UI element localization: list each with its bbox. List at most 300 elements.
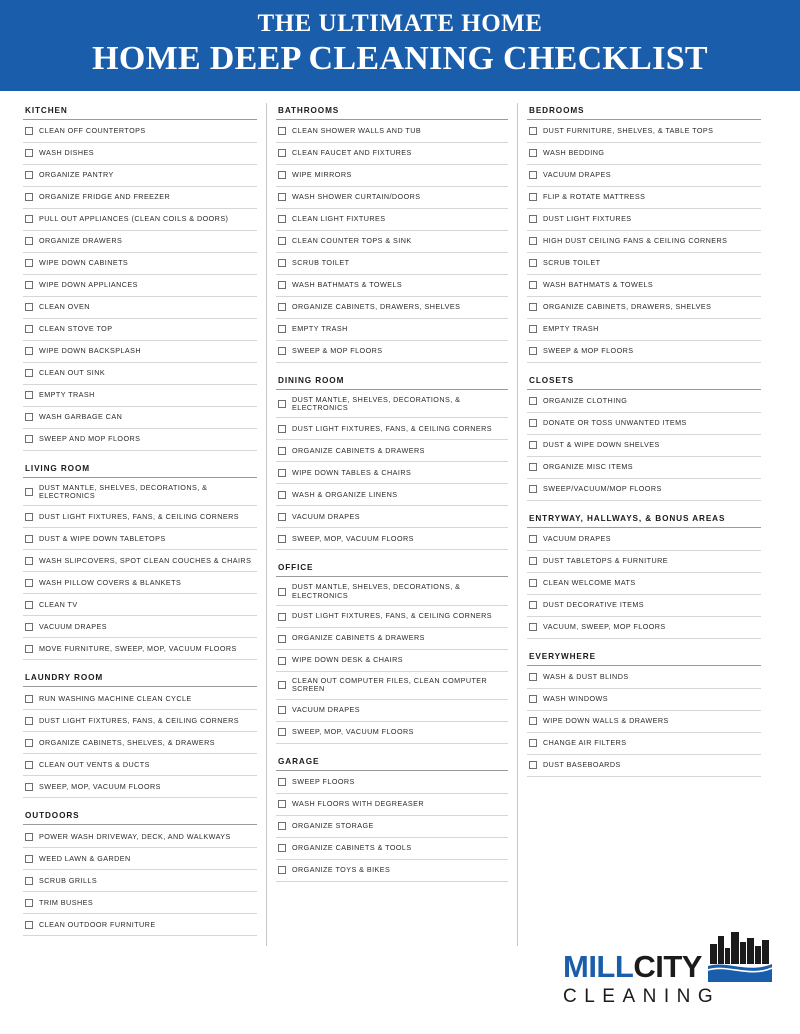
checklist-item[interactable] <box>23 870 257 892</box>
checklist-section <box>527 103 761 363</box>
checkbox-icon[interactable] <box>529 193 537 201</box>
checklist-item-label: WASH & DUST BLINDS <box>543 672 629 682</box>
checkbox-icon[interactable] <box>278 400 286 408</box>
checkbox-icon[interactable] <box>529 397 537 405</box>
checklist-item[interactable] <box>276 143 508 165</box>
checklist-item[interactable] <box>527 667 761 689</box>
checkbox-icon[interactable] <box>278 347 286 355</box>
checklist-item-label: WIPE DOWN WALLS & DRAWERS <box>543 716 669 726</box>
checkbox-icon[interactable] <box>25 855 33 863</box>
checklist-item-label: DUST LIGHT FIXTURES, FANS, & CEILING CORNERS <box>39 511 240 521</box>
checklist-item[interactable] <box>276 722 508 744</box>
checklist-item-label: WIPE MIRRORS <box>292 170 352 180</box>
checkbox-icon[interactable] <box>278 325 286 333</box>
checkbox-icon[interactable] <box>25 171 33 179</box>
checkbox-icon[interactable] <box>25 645 33 653</box>
checklist-item-label: ORGANIZE MISC ITEMS <box>543 462 634 472</box>
checklist-item-label: ORGANIZE CABINETS, SHELVES, & DRAWERS <box>39 737 216 747</box>
checkbox-icon[interactable] <box>25 259 33 267</box>
checklist-item-label: EMPTY TRASH <box>543 324 599 334</box>
section-title: KITCHEN <box>23 103 257 120</box>
checkbox-icon[interactable] <box>25 833 33 841</box>
checklist-item[interactable] <box>23 528 257 550</box>
checklist-item-label: ORGANIZE CABINETS & TOOLS <box>292 842 412 852</box>
checklist-item[interactable] <box>276 319 508 341</box>
company-logo <box>563 930 778 1008</box>
checklist-item[interactable] <box>23 253 257 275</box>
checklist-item[interactable] <box>527 711 761 733</box>
checklist-item-label: VACUUM DRAPES <box>543 534 612 544</box>
checklist-item[interactable] <box>276 794 508 816</box>
checklist-item[interactable] <box>276 341 508 363</box>
checklist-item-label: ORGANIZE CABINETS & DRAWERS <box>292 633 425 643</box>
checklist-item-label: SWEEP, MOP, VACUUM FLOORS <box>292 726 414 736</box>
checkbox-icon[interactable] <box>25 237 33 245</box>
checkbox-icon[interactable] <box>278 491 286 499</box>
checklist-item[interactable] <box>23 710 257 732</box>
checklist-item[interactable] <box>23 616 257 638</box>
section-title: ENTRYWAY, HALLWAYS, & BONUS AREAS <box>527 511 761 528</box>
logo-word-city: CITY <box>633 949 702 984</box>
checklist-item-label: WASH SHOWER CURTAIN/DOORS <box>292 192 421 202</box>
checklist-item[interactable] <box>276 440 508 462</box>
checklist-item[interactable] <box>276 297 508 319</box>
checklist-item[interactable] <box>23 407 257 429</box>
checklist-item-label: SWEEP & MOP FLOORS <box>292 346 383 356</box>
checklist-item-label: CLEAN COUNTER TOPS & SINK <box>292 236 412 246</box>
checklist-item[interactable] <box>276 860 508 882</box>
checklist-item[interactable] <box>527 413 761 435</box>
checkbox-icon[interactable] <box>25 127 33 135</box>
checkbox-icon[interactable] <box>278 635 286 643</box>
checklist-column <box>518 103 770 947</box>
checklist-item[interactable] <box>527 121 761 143</box>
section-title: BATHROOMS <box>276 103 508 120</box>
page-title: HOME DEEP CLEANING CHECKLIST <box>92 39 708 77</box>
checklist-item-label: WEED LAWN & GARDEN <box>39 853 131 863</box>
checklist-item[interactable] <box>23 848 257 870</box>
checklist-item[interactable] <box>527 457 761 479</box>
checklist-item[interactable] <box>23 914 257 936</box>
checklist-item[interactable] <box>276 816 508 838</box>
checklist-item-label: VACUUM DRAPES <box>292 511 361 521</box>
checklist-item[interactable] <box>276 121 508 143</box>
checkbox-icon[interactable] <box>278 281 286 289</box>
section-title: BEDROOMS <box>527 103 761 120</box>
checklist-item[interactable] <box>276 838 508 860</box>
checklist-item[interactable] <box>527 595 761 617</box>
checklist-item-label: ORGANIZE CABINETS & DRAWERS <box>292 445 425 455</box>
checklist-item[interactable] <box>527 689 761 711</box>
checkbox-icon[interactable] <box>529 215 537 223</box>
checklist-item-label: SCRUB TOILET <box>543 258 601 268</box>
checklist-item[interactable] <box>276 187 508 209</box>
checklist-item[interactable] <box>527 165 761 187</box>
checkbox-icon[interactable] <box>25 488 33 496</box>
checklist-item[interactable] <box>527 391 761 413</box>
checklist-item-label: SWEEP, MOP, VACUUM FLOORS <box>39 781 161 791</box>
checklist-item[interactable] <box>23 319 257 341</box>
checklist-item[interactable] <box>276 253 508 275</box>
checklist-item-label: ORGANIZE PANTRY <box>39 170 114 180</box>
logo-word-mill: MILL <box>563 949 634 984</box>
checkbox-icon[interactable] <box>25 149 33 157</box>
checklist-item[interactable] <box>276 418 508 440</box>
checklist-item-label: SWEEP AND MOP FLOORS <box>39 434 141 444</box>
checkbox-icon[interactable] <box>25 413 33 421</box>
checklist-item-label: RUN WASHING MACHINE CLEAN CYCLE <box>39 693 192 703</box>
checklist-item-label: DUST LIGHT FIXTURES, FANS, & CEILING CORNERS <box>292 611 493 621</box>
checklist-item[interactable] <box>527 551 761 573</box>
checklist-section <box>23 461 257 661</box>
checklist-item-label: ORGANIZE CABINETS, DRAWERS, SHELVES <box>543 302 712 312</box>
checklist-item-label: HIGH DUST CEILING FANS & CEILING CORNERS <box>543 236 728 246</box>
checklist-item-label: DONATE OR TOSS UNWANTED ITEMS <box>543 418 687 428</box>
checkbox-icon[interactable] <box>529 149 537 157</box>
checkbox-icon[interactable] <box>529 347 537 355</box>
checklist-item[interactable] <box>23 363 257 385</box>
checklist-section <box>23 808 257 936</box>
checkbox-icon[interactable] <box>25 739 33 747</box>
checkbox-icon[interactable] <box>529 557 537 565</box>
checkbox-icon[interactable] <box>278 127 286 135</box>
checklist-section <box>276 560 508 743</box>
checkbox-icon[interactable] <box>278 800 286 808</box>
checkbox-icon[interactable] <box>529 673 537 681</box>
checkbox-icon[interactable] <box>529 441 537 449</box>
checklist-item[interactable] <box>527 319 761 341</box>
checkbox-icon[interactable] <box>529 717 537 725</box>
checkbox-icon[interactable] <box>25 695 33 703</box>
checklist-item[interactable] <box>23 143 257 165</box>
checklist-item[interactable] <box>527 755 761 777</box>
checklist-item[interactable] <box>23 209 257 231</box>
checkbox-icon[interactable] <box>278 171 286 179</box>
checklist-item-label: VACUUM, SWEEP, MOP FLOORS <box>543 622 666 632</box>
checkbox-icon[interactable] <box>278 535 286 543</box>
checklist-item[interactable] <box>23 776 257 798</box>
checklist-item-label: CLEAN FAUCET AND FIXTURES <box>292 148 412 158</box>
checkbox-icon[interactable] <box>529 281 537 289</box>
checklist-item-label: WIPE DOWN TABLES & CHAIRS <box>292 467 412 477</box>
checklist-item-label: WASH BEDDING <box>543 148 605 158</box>
checkbox-icon[interactable] <box>25 391 33 399</box>
checklist-item[interactable] <box>23 385 257 407</box>
checklist-item-label: TRIM BUSHES <box>39 897 94 907</box>
checklist-item-label: POWER WASH DRIVEWAY, DECK, AND WALKWAYS <box>39 831 231 841</box>
checklist-item-label: DUST LIGHT FIXTURES, FANS, & CEILING CORNERS <box>39 715 240 725</box>
checklist-item-label: CLEAN TV <box>39 599 78 609</box>
checkbox-icon[interactable] <box>278 149 286 157</box>
checklist-item[interactable] <box>527 479 761 501</box>
checkbox-icon[interactable] <box>25 347 33 355</box>
city-skyline-icon <box>708 930 772 982</box>
checkbox-icon[interactable] <box>278 613 286 621</box>
checklist-item-label: ORGANIZE FRIDGE AND FREEZER <box>39 192 171 202</box>
checklist-item[interactable] <box>23 506 257 528</box>
checklist-item-label: FLIP & ROTATE MATTRESS <box>543 192 646 202</box>
checklist-item[interactable] <box>23 297 257 319</box>
checkbox-icon[interactable] <box>529 237 537 245</box>
checklist-item-label: VACUUM DRAPES <box>39 621 108 631</box>
checklist-item-label: ORGANIZE DRAWERS <box>39 236 123 246</box>
header-subtitle: THE ULTIMATE HOME <box>257 10 543 37</box>
checklist-item[interactable] <box>276 700 508 722</box>
checklist-item-label: WASH FLOORS WITH DEGREASER <box>292 798 425 808</box>
checklist-item-label: CLEAN OVEN <box>39 302 90 312</box>
checklist-item-label: CLEAN OFF COUNTERTOPS <box>39 126 146 136</box>
checklist-item-label: PULL OUT APPLIANCES (CLEAN COILS & DOORS) <box>39 214 229 224</box>
checkbox-icon[interactable] <box>529 419 537 427</box>
checklist-item-label: VACUUM DRAPES <box>292 704 361 714</box>
checklist-item[interactable] <box>23 429 257 451</box>
checklist-item[interactable] <box>527 187 761 209</box>
checklist-item[interactable] <box>527 297 761 319</box>
checkbox-icon[interactable] <box>529 171 537 179</box>
checklist-item[interactable] <box>23 594 257 616</box>
checklist-item[interactable] <box>23 572 257 594</box>
checklist-item-label: DUST FURNITURE, SHELVES, & TABLE TOPS <box>543 126 714 136</box>
checklist-item[interactable] <box>527 341 761 363</box>
checklist-item[interactable] <box>527 529 761 551</box>
checkbox-icon[interactable] <box>529 325 537 333</box>
checkbox-icon[interactable] <box>25 557 33 565</box>
checklist-item[interactable] <box>23 638 257 660</box>
checklist-item-label: EMPTY TRASH <box>39 390 95 400</box>
checkbox-icon[interactable] <box>25 193 33 201</box>
checklist-item[interactable] <box>276 650 508 672</box>
checklist-item-label: DUST & WIPE DOWN SHELVES <box>543 440 660 450</box>
checklist-item-label: ORGANIZE STORAGE <box>292 820 374 830</box>
checklist-item-label: CLEAN SHOWER WALLS AND TUB <box>292 126 422 136</box>
checklist-item[interactable] <box>276 209 508 231</box>
checklist-item-label: CHANGE AIR FILTERS <box>543 738 627 748</box>
checklist-item[interactable] <box>23 550 257 572</box>
checklist-section <box>276 754 508 882</box>
checklist-item[interactable] <box>23 275 257 297</box>
checklist-section <box>527 649 761 777</box>
checklist-item-label: SWEEP & MOP FLOORS <box>543 346 634 356</box>
checklist-item-label: CLEAN OUT SINK <box>39 368 106 378</box>
checklist-item-label: WASH BATHMATS & TOWELS <box>292 280 403 290</box>
checklist-item-label: WASH PILLOW COVERS & BLANKETS <box>39 577 182 587</box>
checklist-section <box>23 670 257 798</box>
checklist-item[interactable] <box>23 341 257 363</box>
checkbox-icon[interactable] <box>529 303 537 311</box>
checklist-section <box>527 511 761 639</box>
checklist-item-label: ORGANIZE CLOTHING <box>543 396 628 406</box>
checklist-item[interactable] <box>527 275 761 297</box>
checklist-item-label: ORGANIZE CABINETS, DRAWERS, SHELVES <box>292 302 461 312</box>
checklist-item[interactable] <box>23 688 257 710</box>
checkbox-icon[interactable] <box>278 728 286 736</box>
checklist-item[interactable] <box>23 754 257 776</box>
checklist-item[interactable] <box>527 231 761 253</box>
section-title: OUTDOORS <box>23 808 257 825</box>
checklist-item[interactable] <box>276 772 508 794</box>
checklist-item[interactable] <box>276 231 508 253</box>
checkbox-icon[interactable] <box>278 447 286 455</box>
checklist-item-label: WIPE DOWN APPLIANCES <box>39 280 138 290</box>
checklist-item[interactable] <box>23 479 257 507</box>
section-title: LAUNDRY ROOM <box>23 670 257 687</box>
checkbox-icon[interactable] <box>25 281 33 289</box>
checklist-section <box>23 103 257 451</box>
checklist-item-label: EMPTY TRASH <box>292 324 348 334</box>
checklist-item[interactable] <box>23 732 257 754</box>
checklist-item-label: DUST TABLETOPS & FURNITURE <box>543 556 668 566</box>
checkbox-icon[interactable] <box>529 535 537 543</box>
checklist-item-label: WASH & ORGANIZE LINENS <box>292 489 398 499</box>
checkbox-icon[interactable] <box>25 623 33 631</box>
checkbox-icon[interactable] <box>529 463 537 471</box>
checklist-item[interactable] <box>23 826 257 848</box>
checklist-item[interactable] <box>276 165 508 187</box>
section-title: LIVING ROOM <box>23 461 257 478</box>
checkbox-icon[interactable] <box>529 485 537 493</box>
checklist-item[interactable] <box>276 484 508 506</box>
checklist-item[interactable] <box>276 528 508 550</box>
checklist-item-label: DUST BASEBOARDS <box>543 760 621 770</box>
checklist-item-label: CLEAN LIGHT FIXTURES <box>292 214 386 224</box>
checkbox-icon[interactable] <box>25 325 33 333</box>
checkbox-icon[interactable] <box>25 215 33 223</box>
checkbox-icon[interactable] <box>278 237 286 245</box>
checklist-section <box>527 373 761 501</box>
checklist-item[interactable] <box>23 121 257 143</box>
checklist-item-label: WASH DISHES <box>39 148 95 158</box>
checklist-item-label: WASH BATHMATS & TOWELS <box>543 280 654 290</box>
checkbox-icon[interactable] <box>25 601 33 609</box>
checkbox-icon[interactable] <box>278 778 286 786</box>
checklist-item[interactable] <box>276 672 508 700</box>
checkbox-icon[interactable] <box>529 695 537 703</box>
section-title: DINING ROOM <box>276 373 508 390</box>
checkbox-icon[interactable] <box>25 535 33 543</box>
checklist-item[interactable] <box>23 231 257 253</box>
checklist-section <box>276 103 508 363</box>
checklist-item-label: ORGANIZE TOYS & BIKES <box>292 864 391 874</box>
checkbox-icon[interactable] <box>278 588 286 596</box>
checklist-item-label: CLEAN OUT VENTS & DUCTS <box>39 759 150 769</box>
checklist-item-label: DUST MANTLE, SHELVES, DECORATIONS, & ELECTRONICS <box>292 394 461 413</box>
checkbox-icon[interactable] <box>529 761 537 769</box>
checkbox-icon[interactable] <box>278 681 286 689</box>
section-title: OFFICE <box>276 560 508 577</box>
checkbox-icon[interactable] <box>25 921 33 929</box>
section-title: GARAGE <box>276 754 508 771</box>
checklist-item-label: MOVE FURNITURE, SWEEP, MOP, VACUUM FLOORS <box>39 643 237 653</box>
page-header <box>0 0 800 91</box>
checkbox-icon[interactable] <box>529 259 537 267</box>
checklist-item-label: WASH WINDOWS <box>543 694 609 704</box>
checkbox-icon[interactable] <box>278 469 286 477</box>
checklist-item[interactable] <box>527 253 761 275</box>
checklist-item[interactable] <box>276 606 508 628</box>
checklist-item-label: WASH SLIPCOVERS, SPOT CLEAN COUCHES & CHAIRS <box>39 555 252 565</box>
checklist-item-label: VACUUM DRAPES <box>543 170 612 180</box>
logo-subtitle: CLEANING <box>563 986 721 1007</box>
checkbox-icon[interactable] <box>529 601 537 609</box>
checkbox-icon[interactable] <box>278 259 286 267</box>
checklist-item[interactable] <box>527 435 761 457</box>
checklist-item[interactable] <box>527 143 761 165</box>
checklist-item[interactable] <box>276 506 508 528</box>
checkbox-icon[interactable] <box>278 513 286 521</box>
checklist-item-label: DUST LIGHT FIXTURES <box>543 214 632 224</box>
checklist-item-label: DUST DECORATIVE ITEMS <box>543 600 645 610</box>
checkbox-icon[interactable] <box>278 657 286 665</box>
checklist-item-label: DUST MANTLE, SHELVES, DECORATIONS, & ELECTRONICS <box>292 582 461 600</box>
checklist-item-label: CLEAN OUT COMPUTER FILES, CLEAN COMPUTER SCREEN <box>292 676 488 694</box>
checkbox-icon[interactable] <box>25 717 33 725</box>
checklist-item-label: SWEEP/VACUUM/MOP FLOORS <box>543 484 662 494</box>
checklist-item-label: CLEAN STOVE TOP <box>39 324 113 334</box>
checkbox-icon[interactable] <box>25 513 33 521</box>
checklist-item-label: SCRUB GRILLS <box>39 875 98 885</box>
checkbox-icon[interactable] <box>25 761 33 769</box>
checkbox-icon[interactable] <box>25 877 33 885</box>
checkbox-icon[interactable] <box>529 739 537 747</box>
checkbox-icon[interactable] <box>278 822 286 830</box>
checklist-item-label: CLEAN WELCOME MATS <box>543 578 636 588</box>
checklist-item[interactable] <box>23 187 257 209</box>
checklist-item[interactable] <box>527 617 761 639</box>
checkbox-icon[interactable] <box>25 435 33 443</box>
checklist-column <box>14 103 266 947</box>
checkbox-icon[interactable] <box>25 579 33 587</box>
checklist-item[interactable] <box>276 391 508 419</box>
checklist-item[interactable] <box>23 165 257 187</box>
checkbox-icon[interactable] <box>278 706 286 714</box>
checklist-item-label: WIPE DOWN BACKSPLASH <box>39 346 142 356</box>
checklist-item-label: WIPE DOWN CABINETS <box>39 258 129 268</box>
checkbox-icon[interactable] <box>278 303 286 311</box>
checklist-section <box>276 373 508 551</box>
section-title: CLOSETS <box>527 373 761 390</box>
checklist-item[interactable] <box>276 275 508 297</box>
checkbox-icon[interactable] <box>529 579 537 587</box>
checkbox-icon[interactable] <box>278 215 286 223</box>
checklist-item-label: DUST MANTLE, SHELVES, DECORATIONS, & ELECTRONICS <box>39 482 208 501</box>
checklist-item[interactable] <box>276 628 508 650</box>
checklist-item-label: SWEEP, MOP, VACUUM FLOORS <box>292 533 414 543</box>
checklist-item[interactable] <box>276 462 508 484</box>
checklist-item[interactable] <box>23 892 257 914</box>
checklist-item-label: CLEAN OUTDOOR FURNITURE <box>39 919 156 929</box>
checkbox-icon[interactable] <box>25 303 33 311</box>
checkbox-icon[interactable] <box>529 623 537 631</box>
checklist-item-label: SWEEP FLOORS <box>292 776 355 786</box>
checklist-item[interactable] <box>527 733 761 755</box>
checklist-column <box>266 103 518 947</box>
checkbox-icon[interactable] <box>278 425 286 433</box>
checklist-columns <box>0 91 800 947</box>
checkbox-icon[interactable] <box>25 899 33 907</box>
checkbox-icon[interactable] <box>278 844 286 852</box>
section-title: EVERYWHERE <box>527 649 761 666</box>
checkbox-icon[interactable] <box>529 127 537 135</box>
checklist-item-label: WIPE DOWN DESK & CHAIRS <box>292 655 403 665</box>
checklist-item-label: SCRUB TOILET <box>292 258 350 268</box>
checklist-item[interactable] <box>276 578 508 606</box>
checkbox-icon[interactable] <box>25 369 33 377</box>
checkbox-icon[interactable] <box>278 193 286 201</box>
checklist-item[interactable] <box>527 573 761 595</box>
checkbox-icon[interactable] <box>278 866 286 874</box>
checklist-item[interactable] <box>527 209 761 231</box>
checkbox-icon[interactable] <box>25 783 33 791</box>
